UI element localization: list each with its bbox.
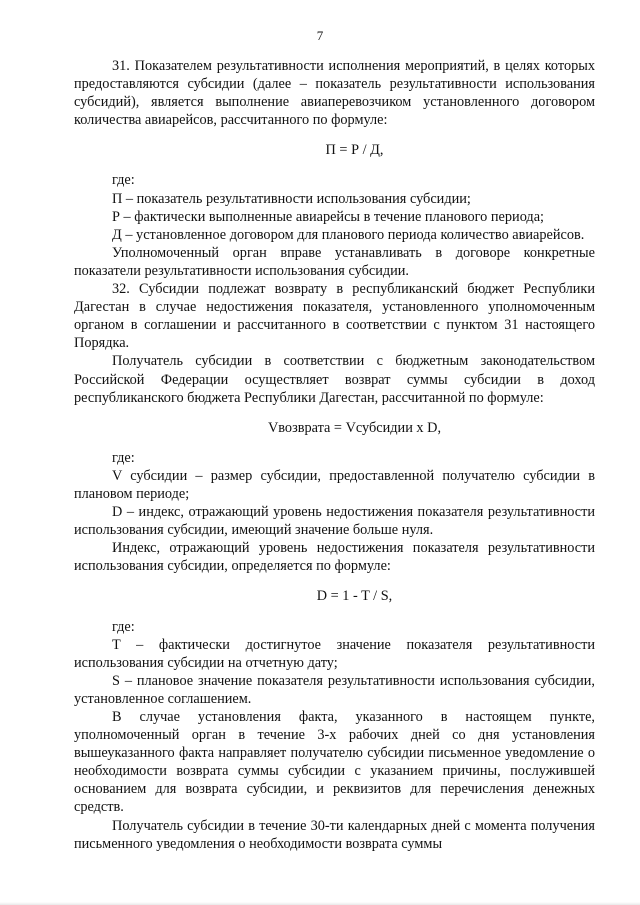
paragraph-31: 31. Показателем результативности исполнения мероприятий, в целях которых предоставляются субсидии (далее – показатель результативности использования субсидий), является выполнение авиаперевозчиком установленного договором количества авиарейсов, рассчитанного по формуле: — [74, 58, 595, 129]
definition-t: T – фактически достигнутое значение показателя результативности использования субсидии на отчетную дату; — [74, 636, 595, 671]
formula-d-index: D = 1 - T / S, — [316, 588, 393, 605]
paragraph-refund: Получатель субсидии в соответствии с бюджетным законодательством Российской Федерации осуществляет возврат суммы субсидии в доход республиканского бюджета Республики Дагестан, рассчитанной по формуле: — [74, 353, 595, 406]
document-body — [74, 57, 595, 853]
definition-d-index: D – индекс, отражающий уровень недостижения показателя результативности использования субсидии, имеющий значение больше нуля. — [74, 504, 595, 539]
page-number: 7 — [316, 28, 324, 43]
where-label: где: — [112, 172, 135, 189]
paragraph-index: Индекс, отражающий уровень недостижения показателя результативности использования субсидии, определяется по формуле: — [74, 540, 595, 575]
definition-v: V субсидии – размер субсидии, предоставленной получателю субсидии в плановом периоде; — [74, 467, 595, 502]
paragraph-32: 32. Субсидии подлежат возврату в республиканский бюджет Республики Дагестан в случае недостижения показателя, установленного уполномоченным органом в соглашении и рассчитанного в соответствии с пунктом 31 настоящего Порядка. — [74, 281, 595, 352]
definition-p: П – показатель результативности использования субсидии; — [112, 190, 471, 207]
definition-r: Р – фактически выполненные авиарейсы в течение планового периода; — [112, 208, 545, 225]
definition-s: S – плановое значение показателя результативности использования субсидии, установленное соглашением. — [74, 672, 595, 707]
paragraph-authority: Уполномоченный орган вправе устанавливать в договоре конкретные показатели результативности использования субсидии. — [74, 244, 595, 279]
where-label: где: — [112, 449, 135, 466]
where-label: где: — [112, 618, 135, 635]
paragraph-notification: В случае установления факта, указанного в настоящем пункте, уполномоченный орган в течение 3-х рабочих дней со дня установления вышеуказанного факта направляет получателю субсидии письменное уведомление о необходимости возврата суммы субсидии с указанием причины, послужившей основанием для возврата субсидии, и реквизитов для перечисления денежных средств. — [74, 709, 595, 816]
paragraph-30-days: Получатель субсидии в течение 30-ти календарных дней с момента получения письменного уведомления о необходимости возврата суммы — [74, 817, 595, 852]
formula-p-r-d: П = Р / Д, — [325, 142, 384, 159]
definition-d: Д – установленное договором для планового периода количество авиарейсов. — [112, 226, 585, 243]
formula-v-refund: Vвозврата = Vсубсидии x D, — [267, 419, 442, 436]
